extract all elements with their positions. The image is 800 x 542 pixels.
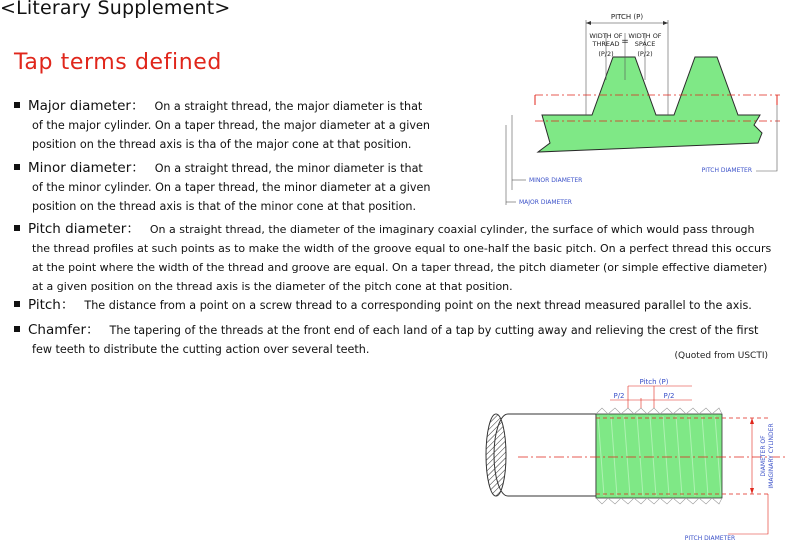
equals-sign: =: [621, 37, 629, 47]
arrow-up-icon: [750, 418, 754, 424]
definition-text: the thread profiles at such points as to make the width of the groove equal to one-half the basic pitch. On a perfect thread this occurs: [32, 242, 772, 255]
top-thread-edge: [596, 408, 722, 414]
half-pitch-label: (P/2): [637, 50, 653, 58]
bullet-icon: [14, 102, 20, 108]
pitch-diameter-label: PITCH DIAMETER: [701, 167, 752, 174]
tap-diagram: [478, 372, 796, 542]
imaginary-cylinder-label: IMAGINARY CYLINDER: [768, 423, 775, 489]
thread-body: [538, 57, 762, 152]
definition-text: On a straight thread, the diameter of the imaginary coaxial cylinder, the surface of which would pass through: [149, 223, 755, 236]
definition-text: position on the thread axis is that of the minor cone at that position.: [32, 200, 417, 213]
definition-text: The tapering of the threads at the front end of each land of a tap by cutting away and relieving the crest of the first: [109, 324, 759, 337]
section-heading: Tap terms defined: [14, 50, 222, 75]
definition-term: Pitch diameter：: [28, 221, 140, 237]
section-hatch: [486, 414, 506, 496]
pitch-label: Pitch (P): [639, 378, 669, 386]
definition-term: Major diameter：: [28, 98, 145, 114]
arrow-down-icon: [750, 488, 754, 494]
definition-text: at the point where the width of the thread and groove are equal. On a taper thread, the pitch diameter (or simple effective diameter): [32, 261, 768, 274]
definition-text: of the minor cylinder. On a taper thread, the minor diameter at a given: [32, 181, 431, 194]
pitch-diameter-leader: [728, 494, 768, 534]
definition-text: of the major cylinder. On a taper thread, the major diameter at a given: [32, 119, 430, 132]
definition-text: few teeth to distribute the cutting action over several teeth.: [32, 343, 370, 356]
major-diameter-label: MAJOR DIAMETER: [519, 199, 572, 206]
definition-term: Pitch：: [28, 297, 75, 313]
width-space-label: WIDTH OF: [628, 32, 662, 40]
bullet-icon: [14, 225, 20, 231]
definition-pitch: [14, 296, 800, 315]
source-citation: (Quoted from USCTI): [674, 351, 768, 361]
definition-text: at a given position on the thread axis is the diameter of the pitch cone at that position.: [32, 280, 513, 293]
arrow-right-icon: [663, 21, 668, 25]
definition-text: position on the thread axis is tha of the major cone at that position.: [32, 138, 412, 151]
definition-text: On a straight thread, the minor diameter is that: [154, 162, 423, 175]
pitch-label: PITCH (P): [610, 13, 644, 21]
pitch-diameter-label: PITCH DIAMETER: [684, 535, 736, 542]
width-thread-label: THREAD: [592, 40, 620, 48]
definition-text: On a straight thread, the major diameter is that: [154, 100, 423, 113]
minor-diameter-label: MINOR DIAMETER: [529, 177, 583, 184]
definition-major-diameter: [14, 97, 454, 154]
arrow-left-icon: [586, 21, 591, 25]
width-space-label: SPACE: [634, 40, 656, 48]
half-pitch-label: (P/2): [598, 50, 614, 58]
bottom-thread-edge: [596, 498, 722, 504]
definition-minor-diameter: [14, 159, 454, 216]
bullet-icon: [14, 301, 20, 307]
half-pitch-label: P/2: [613, 392, 625, 400]
definition-text: The distance from a point on a screw thread to a corresponding point on the next thread measured parallel to the axis.: [84, 299, 752, 312]
half-pitch-label: P/2: [663, 392, 675, 400]
width-thread-label: WIDTH OF: [589, 32, 623, 40]
thread-profile-diagram: [490, 5, 790, 210]
definition-term: Minor diameter：: [28, 160, 145, 176]
page-title: <Literary Supplement>: [0, 0, 231, 19]
imaginary-cylinder-label: DIAMETER OF: [760, 435, 767, 477]
tap-shank: [494, 414, 596, 496]
bullet-icon: [14, 164, 20, 170]
definition-pitch-diameter: [14, 220, 800, 296]
definition-term: Chamfer：: [28, 322, 100, 338]
bullet-icon: [14, 326, 20, 332]
